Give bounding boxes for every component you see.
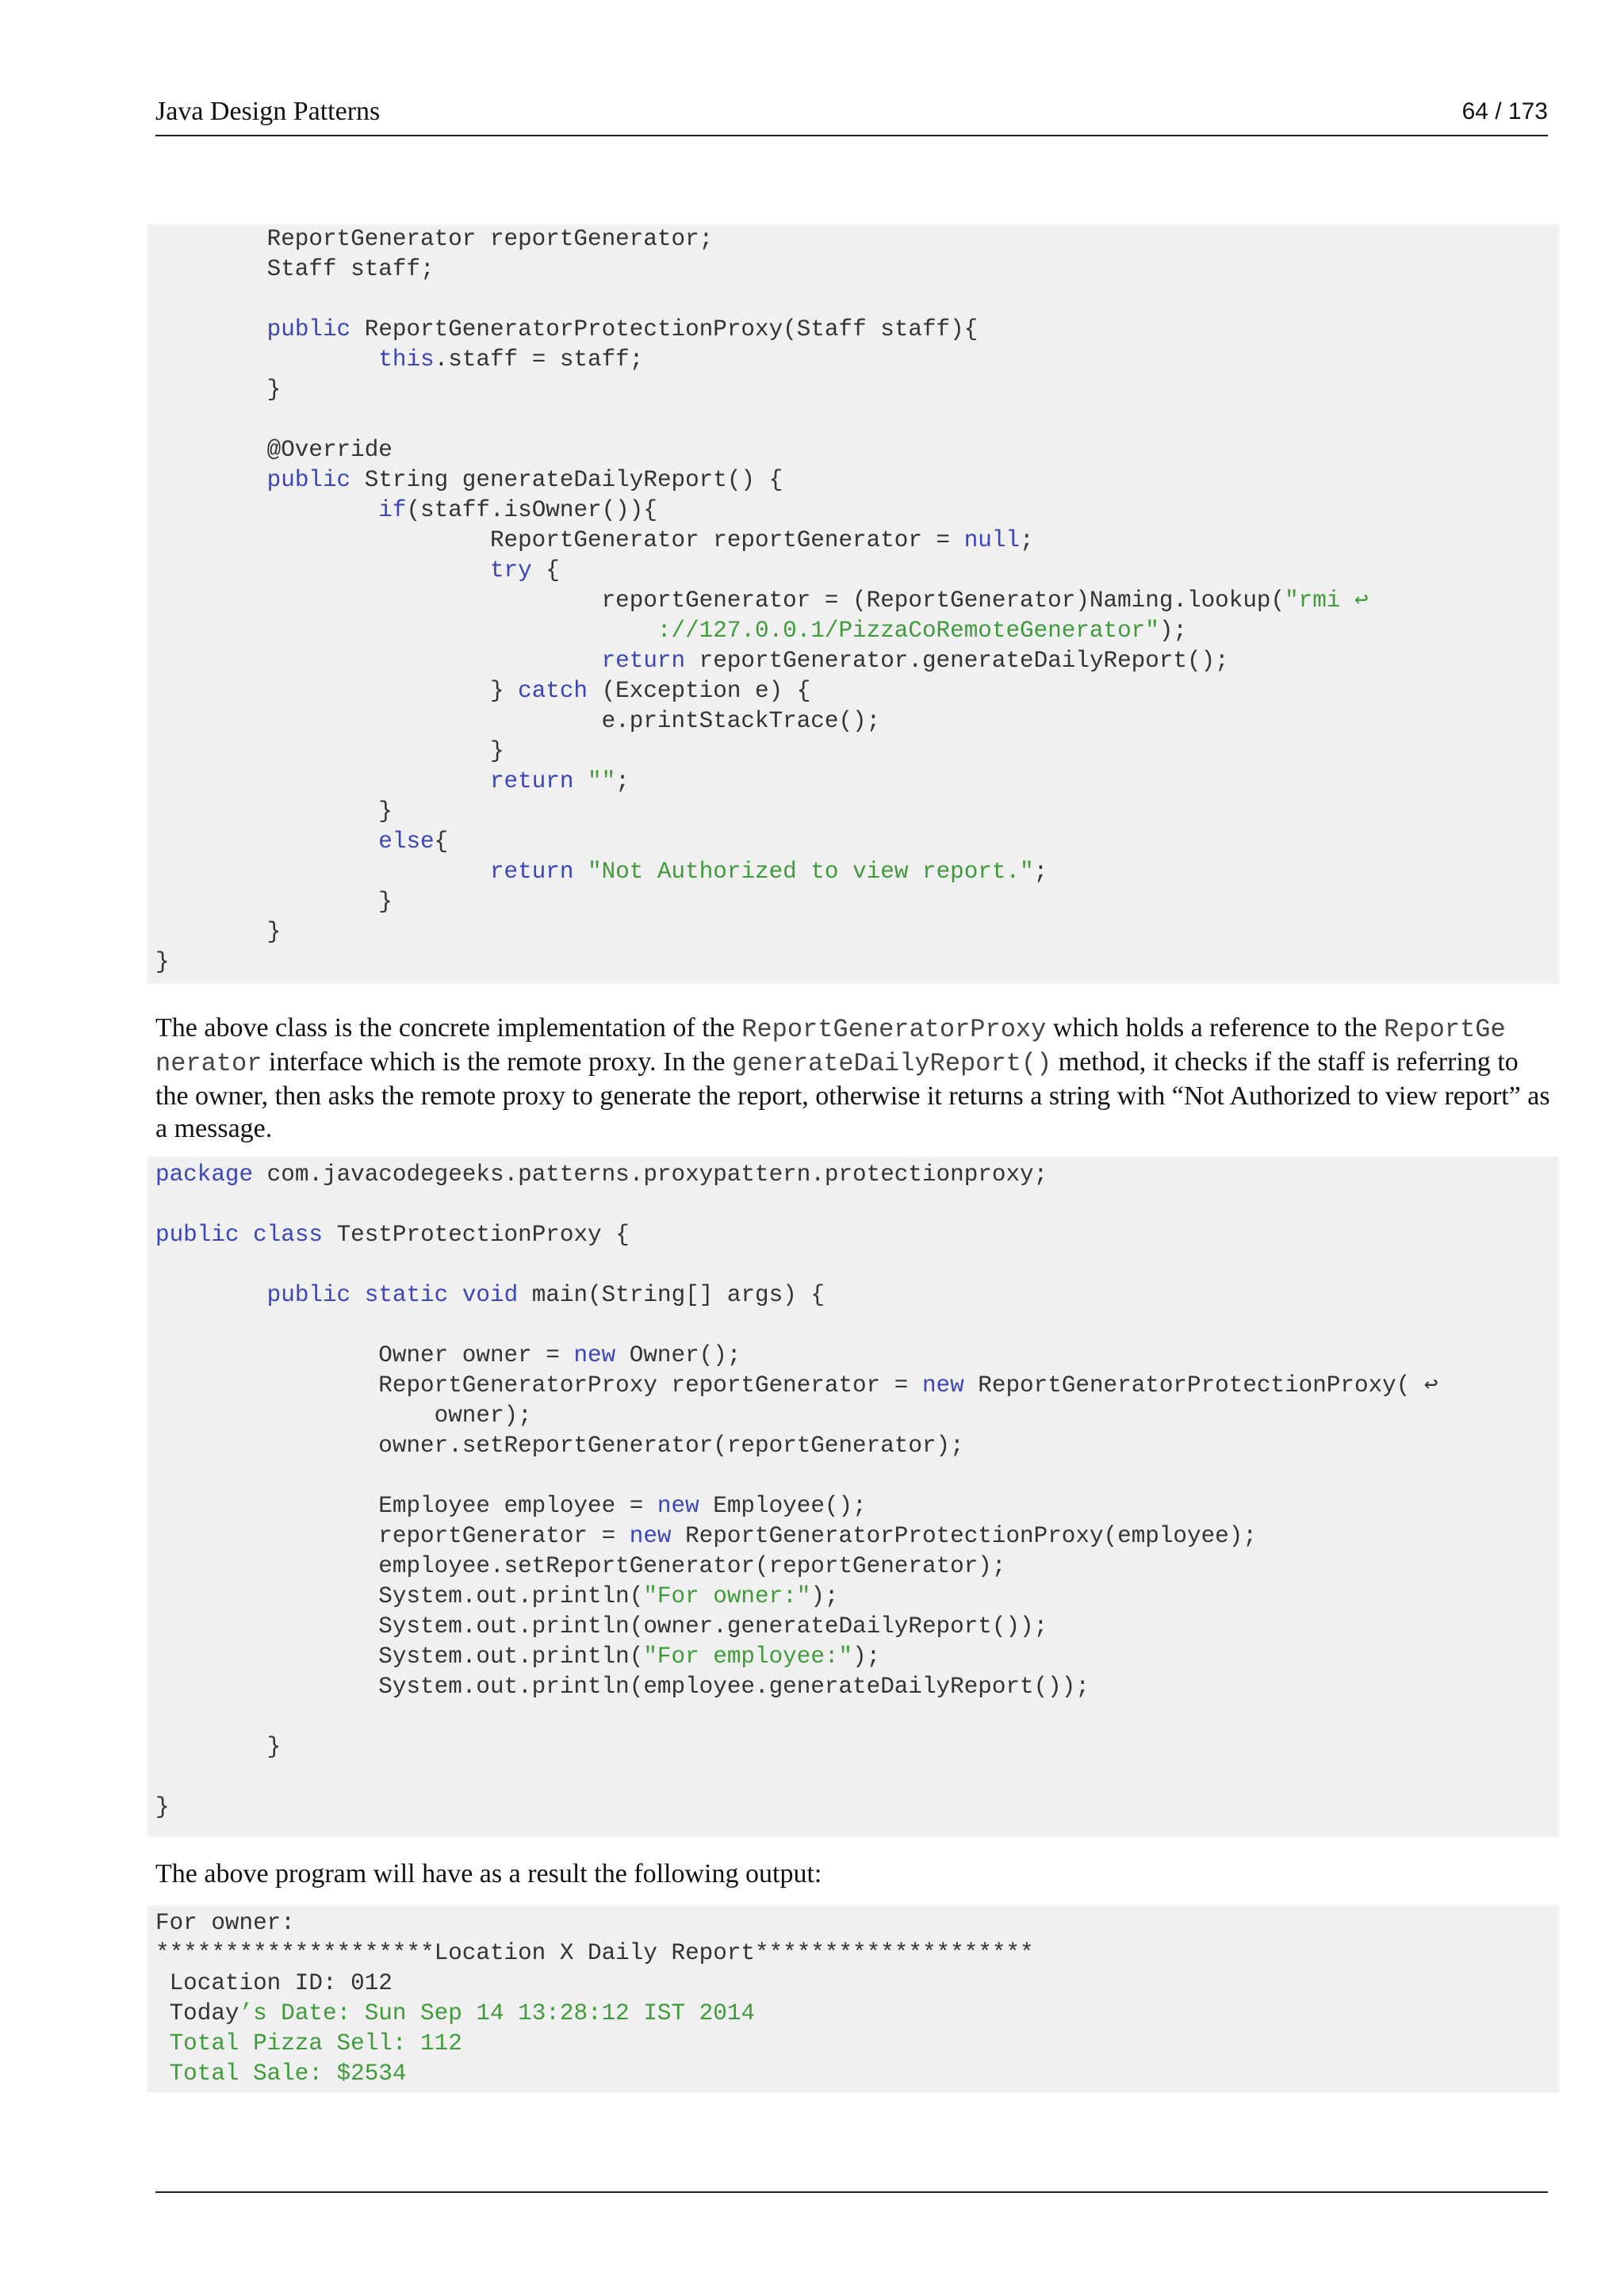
code-text: Location ID: 012 (155, 1970, 393, 1996)
code-keyword: return (489, 768, 574, 794)
code-text (155, 467, 267, 493)
code-text (155, 618, 657, 644)
code-text (1340, 587, 1354, 614)
code-text (155, 648, 602, 674)
code-text: ); (1159, 618, 1188, 644)
code-text: ********************Location X Daily Report******************** (155, 1940, 1034, 1966)
code-line (155, 224, 1559, 254)
code-string: Total Pizza Sell: 112 (155, 2030, 462, 2057)
code-line (155, 405, 1559, 435)
code-text: ReportGenerator reportGenerator = (155, 527, 964, 553)
code-text (155, 1282, 267, 1308)
paragraph-text: The above class is the concrete implementation of the (155, 1013, 742, 1043)
code-line (155, 676, 1559, 706)
code-line (155, 556, 1559, 586)
code-text: ReportGenerator reportGenerator; (155, 226, 714, 252)
code-string: "" (588, 768, 616, 794)
code-keyword: new (573, 1342, 616, 1368)
code-text: String generateDailyReport() { (350, 467, 783, 493)
code-line (155, 1280, 1559, 1311)
code-keyword: class (253, 1222, 323, 1248)
code-line (155, 1642, 1559, 1672)
code-text: } (155, 889, 393, 915)
code-text: System.out.println(employee.generateDailyReport()); (155, 1674, 1090, 1700)
code-line (155, 1732, 1559, 1762)
code-text: TestProtectionProxy { (323, 1222, 630, 1248)
code-line (155, 887, 1559, 917)
code-keyword: public (266, 316, 351, 342)
code-text (155, 316, 267, 342)
code-line (155, 1521, 1559, 1552)
code-text: ); (852, 1644, 881, 1670)
code-line (155, 1220, 1559, 1250)
code-text: reportGenerator.generateDailyReport(); (685, 648, 1229, 674)
code-string: "For owner:" (643, 1583, 811, 1609)
code-line (155, 1461, 1559, 1491)
code-line (155, 526, 1559, 556)
code-text (155, 828, 378, 855)
code-text: e.printStackTrace(); (155, 708, 881, 734)
code-text: ; (1033, 859, 1048, 885)
code-text: Staff staff; (155, 256, 435, 282)
code-text: System.out.println(owner.generateDailyReport()); (155, 1613, 1048, 1640)
code-line (155, 1160, 1559, 1190)
code-text: reportGenerator = (ReportGenerator)Naming.lookup( (155, 587, 1285, 614)
code-line (155, 737, 1559, 767)
code-line (155, 2029, 1559, 2059)
code-text: } (155, 798, 393, 825)
code-line (155, 1672, 1559, 1702)
paragraph-text: method, it checks if the staff is referring to the owner, then asks the remote proxy to generate the report, otherwise it returns a string with “Not Authorized to view report” as a message. (155, 1047, 1550, 1143)
code-line (155, 947, 1559, 978)
code-text: owner.setReportGenerator(reportGenerator); (155, 1433, 964, 1459)
code-line (155, 1431, 1559, 1461)
code-text: Today (155, 2000, 239, 2026)
code-text: } (155, 738, 504, 764)
code-line (155, 1938, 1559, 1969)
code-text: owner); (155, 1402, 532, 1429)
book-title: Java Design Patterns (155, 97, 381, 126)
code-text: Owner(); (615, 1342, 741, 1368)
code-text: Employee(); (699, 1493, 867, 1519)
code-line (155, 1250, 1559, 1280)
code-line (155, 1311, 1559, 1341)
code-keyword: void (462, 1282, 519, 1308)
inline-code: ReportGe nerator (155, 1015, 1506, 1078)
paragraph-proxy-explanation (155, 1012, 1551, 1145)
code-keyword: public (266, 467, 351, 493)
code-keyword: new (921, 1372, 964, 1399)
code-line (155, 767, 1559, 797)
code-string: "Not Authorized to view report." (588, 859, 1034, 885)
code-text: ; (615, 768, 630, 794)
code-text: com.javacodegeeks.patterns.proxypattern.protectionproxy; (253, 1161, 1048, 1188)
code-text (573, 859, 588, 885)
code-string: ’s Date: Sun Sep 14 13:28:12 IST 2014 (239, 2000, 755, 2026)
code-line (155, 1582, 1559, 1612)
code-line (155, 1612, 1559, 1642)
code-line (155, 1793, 1559, 1823)
code-text: ReportGeneratorProxy reportGenerator = (155, 1372, 922, 1399)
code-keyword: package (155, 1161, 254, 1188)
code-block-test-protection-proxy (147, 1157, 1559, 1837)
code-text: ReportGeneratorProtectionProxy(employee); (671, 1523, 1257, 1549)
code-text (155, 497, 378, 523)
code-text (573, 768, 588, 794)
code-line (155, 496, 1559, 526)
code-line (155, 1491, 1559, 1521)
code-text: (staff.isOwner()){ (406, 497, 657, 523)
code-text: } (155, 1734, 282, 1760)
code-line (155, 827, 1559, 857)
code-text: ); (810, 1583, 839, 1609)
code-line (155, 254, 1559, 285)
code-text (155, 557, 490, 584)
code-text: } (155, 1794, 170, 1820)
code-text: main(String[] args) { (518, 1282, 825, 1308)
code-text: } (155, 949, 170, 975)
code-text: { (531, 557, 560, 584)
code-block-protection-proxy (147, 224, 1559, 984)
code-line (155, 285, 1559, 315)
code-line (155, 465, 1559, 496)
code-line (155, 646, 1559, 676)
code-line (155, 1341, 1559, 1371)
footer-rule (155, 2191, 1548, 2193)
paragraph-text: which holds a reference to the (1046, 1013, 1385, 1043)
code-line (155, 797, 1559, 827)
code-text: { (434, 828, 449, 855)
code-text: Employee employee = (155, 1493, 657, 1519)
code-text (155, 768, 490, 794)
code-string: Total Sale: $2534 (155, 2061, 407, 2087)
code-line (155, 1552, 1559, 1582)
code-block-program-output (147, 1905, 1559, 2092)
code-text: reportGenerator = (155, 1523, 630, 1549)
code-text: } (155, 919, 282, 945)
code-text (239, 1222, 254, 1248)
code-line (155, 706, 1559, 737)
code-text (155, 859, 490, 885)
code-line (155, 1401, 1559, 1431)
code-text: System.out.println( (155, 1644, 644, 1670)
code-keyword: new (657, 1493, 699, 1519)
code-text: } (155, 377, 282, 403)
code-line (155, 1969, 1559, 1999)
page-header (155, 94, 1548, 136)
code-line (155, 1908, 1559, 1938)
code-keyword: else (378, 828, 435, 855)
code-keyword: try (489, 557, 532, 584)
code-line (155, 345, 1559, 375)
code-keyword: catch (518, 678, 588, 704)
code-keyword: new (629, 1523, 672, 1549)
code-text: (Exception e) { (588, 678, 811, 704)
code-text: ; (1020, 527, 1034, 553)
code-keyword: if (378, 497, 407, 523)
inline-code: ReportGeneratorProxy (741, 1015, 1047, 1044)
code-line (155, 435, 1559, 465)
code-text: @Override (155, 437, 393, 463)
code-line (155, 1999, 1559, 2029)
code-text: employee.setReportGenerator(reportGenerator); (155, 1553, 1006, 1579)
paragraph-text: interface which is the remote proxy. In the (262, 1047, 732, 1077)
code-line (155, 917, 1559, 947)
code-line (155, 1762, 1559, 1793)
code-keyword: static (364, 1282, 449, 1308)
code-text: System.out.println( (155, 1583, 644, 1609)
code-line (155, 375, 1559, 405)
code-line (155, 616, 1559, 646)
code-string: ://127.0.0.1/PizzaCoRemoteGenerator" (657, 618, 1159, 644)
code-string: "rmi (1285, 587, 1341, 614)
code-keyword: public (155, 1222, 239, 1248)
code-text (155, 346, 378, 373)
code-string: "For employee:" (643, 1644, 853, 1670)
code-text: ReportGeneratorProtectionProxy(Staff staff){ (350, 316, 979, 342)
code-keyword: public (266, 1282, 351, 1308)
code-line (155, 586, 1559, 616)
code-text: .staff = staff; (434, 346, 644, 373)
code-line (155, 2059, 1559, 2089)
inline-code: generateDailyReport() (732, 1049, 1052, 1078)
code-line (155, 315, 1559, 345)
code-text: Owner owner = (155, 1342, 574, 1368)
code-keyword: this (378, 346, 435, 373)
paragraph-output-intro: The above program will have as a result the following output: (155, 1859, 822, 1888)
code-line (155, 1190, 1559, 1220)
code-line (155, 1371, 1559, 1401)
code-text (350, 1282, 365, 1308)
code-text: ReportGeneratorProtectionProxy( ↩ (963, 1372, 1438, 1399)
code-line (155, 1702, 1559, 1732)
page-number: 64 / 173 (1461, 98, 1548, 124)
code-string: ↩ (1354, 587, 1369, 614)
code-keyword: return (489, 859, 574, 885)
code-keyword: return (601, 648, 686, 674)
code-text: For owner: (155, 1910, 295, 1936)
code-keyword: null (963, 527, 1021, 553)
code-line (155, 857, 1559, 887)
code-text (448, 1282, 462, 1308)
code-text: } (155, 678, 519, 704)
